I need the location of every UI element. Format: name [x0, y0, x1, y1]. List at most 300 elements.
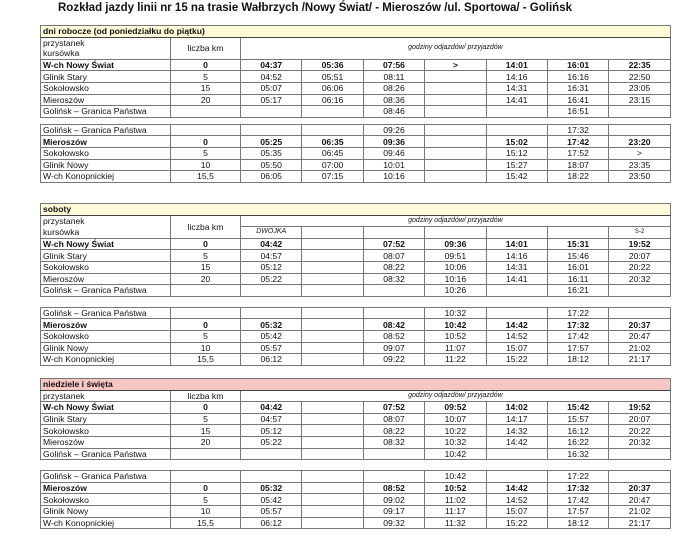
time-cell [425, 106, 486, 118]
stop-name: Golińsk – Granica Państwa [41, 307, 171, 319]
time-cell: 05:35 [241, 147, 302, 159]
time-cell [609, 124, 670, 136]
km-value: 5 [171, 250, 241, 262]
km-value: 15,5 [171, 171, 241, 183]
table-row [41, 159, 671, 171]
saturday-section [40, 203, 670, 366]
time-cell: 16:21 [547, 285, 608, 297]
time-cell: 09:22 [363, 354, 424, 366]
time-cell: 11:22 [425, 354, 486, 366]
time-cell: 23:05 [609, 82, 670, 94]
time-cell: 09:17 [363, 505, 424, 517]
time-cell: 14:31 [486, 82, 547, 94]
time-cell [363, 448, 424, 460]
stop-name: Golińsk – Granica Państwa [41, 471, 171, 483]
table-row [41, 402, 671, 414]
time-cell: 15:12 [486, 147, 547, 159]
km-value [171, 285, 241, 297]
time-cell: 05:22 [241, 273, 302, 285]
time-cell [486, 307, 547, 319]
time-cell: 20:32 [609, 273, 671, 285]
stop-name: Golińsk – Granica Państwa [41, 448, 171, 460]
table-row [41, 171, 671, 183]
time-cell [302, 124, 363, 136]
time-cell: > [609, 147, 670, 159]
km-label: liczba km [171, 215, 241, 238]
time-cell: 22:35 [609, 59, 670, 71]
time-cell: 05:12 [241, 261, 302, 273]
saturday-out-table [40, 203, 671, 297]
time-cell: 14:17 [486, 413, 547, 425]
kursowka-label: kursówka [41, 48, 171, 59]
time-cell: 09:52 [425, 402, 486, 414]
time-cell: 05:12 [241, 425, 302, 437]
stop-name: Glinik Stary [41, 250, 171, 262]
time-cell: 15:27 [486, 159, 547, 171]
time-cell: 21:02 [609, 342, 670, 354]
s2-label: S-2 [609, 227, 671, 239]
time-cell: 05:17 [241, 94, 302, 106]
stop-name: W-ch Nowy Świat [41, 59, 171, 71]
km-value: 5 [171, 413, 241, 425]
time-cell [302, 285, 363, 297]
km-value: 5 [171, 147, 241, 159]
sunday-section [40, 378, 670, 529]
time-cell [302, 425, 363, 437]
table-row [41, 517, 671, 529]
time-cell: 14:16 [486, 250, 547, 262]
stop-name: W-ch Konopnickiej [41, 354, 171, 366]
time-cell: 23:50 [609, 171, 670, 183]
time-cell: 15:07 [486, 505, 547, 517]
stop-name: Golińsk – Granica Państwa [41, 124, 171, 136]
time-cell: > [425, 59, 486, 71]
time-cell [241, 471, 302, 483]
time-cell: 19:52 [609, 402, 670, 414]
time-cell: 06:16 [302, 94, 363, 106]
stop-name: Glinik Stary [41, 413, 171, 425]
time-cell: 16:11 [547, 273, 608, 285]
time-cell: 04:42 [241, 238, 302, 250]
time-cell: 14:32 [486, 425, 547, 437]
time-cell: 05:57 [241, 505, 302, 517]
time-cell [302, 330, 363, 342]
time-cell: 14:01 [486, 59, 547, 71]
table-row [41, 354, 671, 366]
time-cell [425, 171, 486, 183]
stop-name: Glinik Stary [41, 71, 171, 83]
time-cell [302, 273, 363, 285]
time-cell: 14:31 [486, 261, 547, 273]
time-cell [302, 505, 363, 517]
km-value: 0 [171, 482, 241, 494]
time-cell: 20:47 [609, 330, 670, 342]
table-row [41, 94, 671, 106]
time-cell: 14:02 [486, 402, 547, 414]
time-cell: 09:02 [363, 494, 424, 506]
weekday-back-table [40, 124, 671, 183]
time-cell: 09:36 [425, 238, 486, 250]
time-cell: 19:52 [609, 238, 671, 250]
time-cell: 14:42 [486, 436, 547, 448]
time-cell: 04:57 [241, 413, 302, 425]
time-cell [302, 413, 363, 425]
time-cell: 14:52 [486, 494, 547, 506]
stop-name: Sokołowsko [41, 494, 171, 506]
time-cell: 14:42 [486, 319, 547, 331]
time-cell: 06:05 [241, 171, 302, 183]
km-label: liczba km [171, 37, 241, 59]
stop-name: Mieroszów [41, 319, 171, 331]
time-cell [425, 71, 486, 83]
stop-name: Mieroszów [41, 94, 171, 106]
time-cell: 21:17 [609, 517, 670, 529]
time-cell: 08:11 [363, 71, 424, 83]
table-row [41, 285, 671, 297]
time-cell: 15:57 [547, 413, 608, 425]
time-cell: 17:57 [547, 505, 608, 517]
time-cell: 10:26 [425, 285, 486, 297]
table-row [41, 59, 671, 71]
km-value: 10 [171, 505, 241, 517]
time-cell: 15:22 [486, 354, 547, 366]
time-cell: 07:52 [363, 238, 424, 250]
time-cell: 20:22 [609, 425, 670, 437]
km-value: 0 [171, 319, 241, 331]
przystanek-label: przystanek [41, 37, 171, 48]
stop-name: Mieroszów [41, 136, 171, 148]
time-cell [425, 82, 486, 94]
table-row [41, 482, 671, 494]
time-cell: 08:32 [363, 436, 424, 448]
time-cell [363, 471, 424, 483]
time-cell: 05:57 [241, 342, 302, 354]
time-cell: 16:01 [547, 59, 608, 71]
time-cell: 08:52 [363, 330, 424, 342]
time-cell: 08:22 [363, 425, 424, 437]
time-cell [302, 482, 363, 494]
time-cell: 04:42 [241, 402, 302, 414]
time-cell: 15:42 [547, 402, 608, 414]
time-cell [486, 471, 547, 483]
time-cell: 14:42 [486, 482, 547, 494]
time-cell: 17:42 [547, 494, 608, 506]
time-cell: 05:32 [241, 482, 302, 494]
time-cell: 06:45 [302, 147, 363, 159]
time-cell: 04:52 [241, 71, 302, 83]
km-value: 20 [171, 273, 241, 285]
time-cell: 08:07 [363, 250, 424, 262]
table-row [41, 147, 671, 159]
km-value [171, 124, 241, 136]
table-row [41, 436, 671, 448]
km-value [171, 307, 241, 319]
table-row [41, 106, 671, 118]
godziny-label: godziny odjazdów/ przyjazdów [241, 215, 671, 227]
km-value: 15 [171, 261, 241, 273]
km-value: 15 [171, 425, 241, 437]
time-cell: 08:32 [363, 273, 424, 285]
km-value: 0 [171, 136, 241, 148]
time-cell: 06:12 [241, 517, 302, 529]
time-cell: 17:32 [547, 482, 608, 494]
time-cell: 05:42 [241, 494, 302, 506]
km-value: 10 [171, 159, 241, 171]
time-cell: 17:32 [547, 124, 608, 136]
time-cell: 09:36 [363, 136, 424, 148]
stop-name: Golińsk – Granica Państwa [41, 106, 171, 118]
table-row [41, 319, 671, 331]
time-cell [241, 307, 302, 319]
time-cell: 08:26 [363, 82, 424, 94]
time-cell: 18:22 [547, 171, 608, 183]
table-row [41, 307, 671, 319]
time-cell [486, 285, 547, 297]
stop-name: Sokołowsko [41, 147, 171, 159]
time-cell [302, 307, 363, 319]
time-cell: 14:01 [486, 238, 547, 250]
time-cell: 20:37 [609, 482, 670, 494]
table-row [41, 494, 671, 506]
km-value: 5 [171, 494, 241, 506]
time-cell [363, 307, 424, 319]
time-cell: 10:42 [425, 471, 486, 483]
weekday-out-table [40, 25, 671, 118]
time-cell: 20:07 [609, 250, 671, 262]
time-cell: 16:31 [547, 82, 608, 94]
time-cell [486, 106, 547, 118]
time-cell: 07:52 [363, 402, 424, 414]
km-label: liczba km [171, 390, 241, 402]
time-cell: 15:22 [486, 517, 547, 529]
time-cell: 05:50 [241, 159, 302, 171]
stop-name: Mieroszów [41, 436, 171, 448]
time-cell: 18:12 [547, 517, 608, 529]
stop-name: Sokołowsko [41, 425, 171, 437]
weekday-section [40, 25, 670, 183]
section-header: soboty [41, 204, 671, 216]
time-cell: 10:22 [425, 425, 486, 437]
table-row [41, 425, 671, 437]
time-cell: 17:22 [547, 307, 608, 319]
time-cell [302, 436, 363, 448]
time-cell: 08:22 [363, 261, 424, 273]
dwojka-label: DWÓJKA [241, 227, 302, 239]
time-cell: 17:57 [547, 342, 608, 354]
km-value: 20 [171, 94, 241, 106]
time-cell: 09:26 [363, 124, 424, 136]
table-row [41, 448, 671, 460]
table-row [41, 250, 671, 262]
time-cell: 08:46 [363, 106, 424, 118]
time-cell: 23:20 [609, 136, 670, 148]
stop-name: Mieroszów [41, 273, 171, 285]
time-cell: 11:17 [425, 505, 486, 517]
stop-name: Glinik Nowy [41, 342, 171, 354]
time-cell: 15:02 [486, 136, 547, 148]
time-cell: 17:42 [547, 136, 608, 148]
time-cell: 14:52 [486, 330, 547, 342]
time-cell: 06:12 [241, 354, 302, 366]
km-value: 20 [171, 436, 241, 448]
km-value: 15,5 [171, 517, 241, 529]
km-value: 0 [171, 238, 241, 250]
time-cell: 04:57 [241, 250, 302, 262]
time-cell: 22:50 [609, 71, 670, 83]
time-cell: 10:01 [363, 159, 424, 171]
time-cell [425, 124, 486, 136]
time-cell: 10:06 [425, 261, 486, 273]
time-cell: 10:07 [425, 413, 486, 425]
table-row [41, 273, 671, 285]
time-cell: 20:37 [609, 319, 670, 331]
time-cell: 23:15 [609, 94, 670, 106]
time-cell: 05:42 [241, 330, 302, 342]
time-cell: 09:51 [425, 250, 486, 262]
time-cell: 09:32 [363, 517, 424, 529]
stop-name: Glinik Nowy [41, 505, 171, 517]
time-cell [609, 106, 670, 118]
time-cell: 07:56 [363, 59, 424, 71]
time-cell: 08:36 [363, 94, 424, 106]
kursowka-label: kursówka [41, 227, 171, 239]
przystanek-label: przystanek [41, 390, 171, 402]
section-header: dni robocze (od poniedziałku do piątku) [41, 26, 671, 38]
time-cell: 16:51 [547, 106, 608, 118]
time-cell: 14:41 [486, 273, 547, 285]
table-row [41, 261, 671, 273]
time-cell [302, 402, 363, 414]
time-cell: 17:32 [547, 319, 608, 331]
time-cell: 17:42 [547, 330, 608, 342]
time-cell: 08:07 [363, 413, 424, 425]
time-cell: 16:12 [547, 425, 608, 437]
time-cell: 21:02 [609, 505, 670, 517]
time-cell: 16:32 [547, 448, 608, 460]
stop-name: W-ch Nowy Świat [41, 402, 171, 414]
time-cell: 11:32 [425, 517, 486, 529]
time-cell [425, 94, 486, 106]
time-cell: 10:32 [425, 436, 486, 448]
time-cell [302, 354, 363, 366]
table-row [41, 71, 671, 83]
table-row [41, 471, 671, 483]
time-cell: 18:12 [547, 354, 608, 366]
saturday-back-table [40, 307, 671, 366]
stop-name: Golińsk – Granica Państwa [41, 285, 171, 297]
sunday-out-table [40, 378, 671, 460]
time-cell: 15:07 [486, 342, 547, 354]
time-cell: 06:06 [302, 82, 363, 94]
table-row [41, 238, 671, 250]
time-cell: 10:16 [425, 273, 486, 285]
time-cell: 05:51 [302, 71, 363, 83]
time-cell: 16:22 [547, 436, 608, 448]
time-cell [302, 238, 363, 250]
time-cell: 05:22 [241, 436, 302, 448]
time-cell: 07:00 [302, 159, 363, 171]
km-value [171, 471, 241, 483]
time-cell: 05:25 [241, 136, 302, 148]
time-cell: 08:52 [363, 482, 424, 494]
table-row [41, 124, 671, 136]
time-cell: 23:35 [609, 159, 670, 171]
km-value [171, 106, 241, 118]
time-cell: 20:07 [609, 413, 670, 425]
time-cell: 05:07 [241, 82, 302, 94]
km-value: 0 [171, 59, 241, 71]
time-cell: 16:01 [547, 261, 608, 273]
time-cell: 10:52 [425, 330, 486, 342]
time-cell: 14:16 [486, 71, 547, 83]
time-cell [609, 285, 671, 297]
table-row [41, 505, 671, 517]
time-cell: 10:42 [425, 448, 486, 460]
time-cell [302, 250, 363, 262]
time-cell [425, 136, 486, 148]
time-cell [486, 448, 547, 460]
stop-name: Sokołowsko [41, 82, 171, 94]
godziny-label: godziny odjazdów/ przyjazdów [241, 37, 671, 59]
time-cell: 07:15 [302, 171, 363, 183]
time-cell [425, 147, 486, 159]
km-value: 10 [171, 342, 241, 354]
time-cell [302, 517, 363, 529]
time-cell: 05:36 [302, 59, 363, 71]
time-cell [241, 124, 302, 136]
time-cell: 04:37 [241, 59, 302, 71]
km-value: 15 [171, 82, 241, 94]
time-cell [302, 106, 363, 118]
time-cell [302, 494, 363, 506]
page-title: Rozkład jazdy linii nr 15 na trasie Wałbrzych /Nowy Świat/ - Mieroszów /ul. Sportowa/ - Golińsk [58, 2, 572, 14]
time-cell: 11:02 [425, 494, 486, 506]
time-cell [302, 448, 363, 460]
stop-name: Sokołowsko [41, 261, 171, 273]
time-cell [302, 342, 363, 354]
time-cell: 10:42 [425, 319, 486, 331]
table-row [41, 342, 671, 354]
time-cell [609, 307, 670, 319]
table-row [41, 413, 671, 425]
time-cell: 15:31 [547, 238, 608, 250]
time-cell: 20:32 [609, 436, 670, 448]
time-cell: 06:35 [302, 136, 363, 148]
table-row [41, 82, 671, 94]
time-cell [241, 106, 302, 118]
km-value [171, 448, 241, 460]
time-cell: 16:16 [547, 71, 608, 83]
time-cell: 18:07 [547, 159, 608, 171]
km-value: 15,5 [171, 354, 241, 366]
stop-name: W-ch Nowy Świat [41, 238, 171, 250]
km-value: 5 [171, 71, 241, 83]
table-row [41, 136, 671, 148]
time-cell: 17:22 [547, 471, 608, 483]
stop-name: Sokołowsko [41, 330, 171, 342]
time-cell: 09:07 [363, 342, 424, 354]
time-cell: 09:46 [363, 147, 424, 159]
godziny-label: godziny odjazdów/ przyjazdów [241, 390, 671, 402]
time-cell [363, 285, 424, 297]
table-row [41, 330, 671, 342]
time-cell [486, 124, 547, 136]
time-cell: 20:22 [609, 261, 671, 273]
time-cell: 10:52 [425, 482, 486, 494]
stop-name: Mieroszów [41, 482, 171, 494]
time-cell [609, 471, 670, 483]
time-cell: 15:42 [486, 171, 547, 183]
